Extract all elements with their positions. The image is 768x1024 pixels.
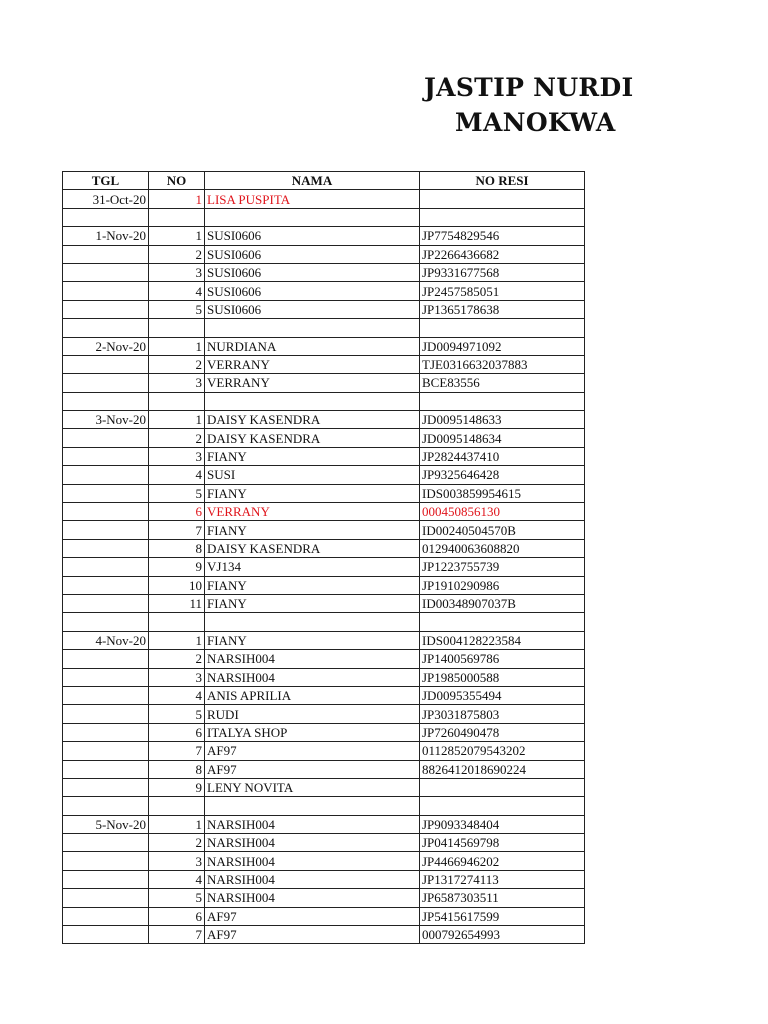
cell-no: 1 — [149, 411, 205, 429]
cell-no: 10 — [149, 576, 205, 594]
cell-no-resi: JP3031875803 — [420, 705, 585, 723]
cell-no-resi: 0112852079543202 — [420, 742, 585, 760]
cell-no-resi: TJE0316632037883 — [420, 355, 585, 373]
header-no: NO — [149, 172, 205, 190]
sheet-title: JASTIP NURDI — [424, 73, 634, 102]
table-row — [63, 447, 585, 465]
cell-nama: AF97 — [205, 907, 420, 925]
cell-no-resi — [420, 392, 585, 410]
table-row — [63, 208, 585, 226]
cell-no-resi: JP1985000588 — [420, 668, 585, 686]
cell-no-resi: JP7754829546 — [420, 227, 585, 245]
cell-tgl — [63, 668, 149, 686]
table-row — [63, 245, 585, 263]
cell-nama: AF97 — [205, 742, 420, 760]
cell-no-resi: JP7260490478 — [420, 723, 585, 741]
cell-nama — [205, 797, 420, 815]
cell-no-resi: 000450856130 — [420, 503, 585, 521]
cell-nama: LISA PUSPITA — [205, 190, 420, 208]
cell-tgl — [63, 650, 149, 668]
cell-no: 2 — [149, 355, 205, 373]
cell-nama — [205, 392, 420, 410]
cell-tgl — [63, 834, 149, 852]
cell-nama: ANIS APRILIA — [205, 686, 420, 704]
cell-no-resi: IDS004128223584 — [420, 631, 585, 649]
cell-tgl — [63, 870, 149, 888]
cell-no-resi: JP2266436682 — [420, 245, 585, 263]
table-row — [63, 723, 585, 741]
cell-no: 5 — [149, 705, 205, 723]
table-row — [63, 539, 585, 557]
cell-no — [149, 208, 205, 226]
cell-no-resi: JP6587303511 — [420, 889, 585, 907]
cell-nama: LENY NOVITA — [205, 778, 420, 796]
cell-tgl — [63, 889, 149, 907]
cell-no-resi — [420, 778, 585, 796]
shipment-table — [62, 171, 585, 944]
cell-nama: VERRANY — [205, 355, 420, 373]
cell-no-resi: JP2457585051 — [420, 282, 585, 300]
cell-no-resi: ID00348907037B — [420, 594, 585, 612]
cell-no-resi: JP4466946202 — [420, 852, 585, 870]
cell-no: 6 — [149, 503, 205, 521]
cell-nama: SUSI0606 — [205, 245, 420, 263]
table-row — [63, 521, 585, 539]
cell-tgl — [63, 300, 149, 318]
table-row — [63, 631, 585, 649]
table-row — [63, 503, 585, 521]
cell-no: 3 — [149, 374, 205, 392]
table-row — [63, 760, 585, 778]
cell-nama: FIANY — [205, 576, 420, 594]
table-row — [63, 411, 585, 429]
table-row — [63, 576, 585, 594]
cell-no-resi: JD0095148634 — [420, 429, 585, 447]
table-row — [63, 484, 585, 502]
cell-no-resi: IDS003859954615 — [420, 484, 585, 502]
cell-tgl — [63, 705, 149, 723]
cell-no: 6 — [149, 723, 205, 741]
cell-no: 3 — [149, 263, 205, 281]
cell-nama: RUDI — [205, 705, 420, 723]
cell-tgl — [63, 594, 149, 612]
cell-no-resi: 000792654993 — [420, 926, 585, 944]
table-row — [63, 926, 585, 944]
table-row — [63, 190, 585, 208]
table-row — [63, 668, 585, 686]
cell-tgl — [63, 374, 149, 392]
header-nama: NAMA — [205, 172, 420, 190]
cell-tgl — [63, 778, 149, 796]
cell-no-resi — [420, 190, 585, 208]
cell-no-resi: JP1223755739 — [420, 558, 585, 576]
cell-no: 1 — [149, 190, 205, 208]
table-row — [63, 466, 585, 484]
cell-nama: NARSIH004 — [205, 852, 420, 870]
cell-nama: VERRANY — [205, 374, 420, 392]
cell-no-resi — [420, 208, 585, 226]
header-no-resi: NO RESI — [420, 172, 585, 190]
table-row — [63, 834, 585, 852]
cell-no-resi: JP9093348404 — [420, 815, 585, 833]
cell-tgl: 4-Nov-20 — [63, 631, 149, 649]
cell-nama: VERRANY — [205, 503, 420, 521]
cell-no: 6 — [149, 907, 205, 925]
cell-tgl — [63, 208, 149, 226]
cell-no: 8 — [149, 539, 205, 557]
cell-no-resi: JP9331677568 — [420, 263, 585, 281]
cell-no: 1 — [149, 815, 205, 833]
table-row — [63, 613, 585, 631]
cell-nama: DAISY KASENDRA — [205, 411, 420, 429]
cell-no-resi — [420, 613, 585, 631]
cell-no: 2 — [149, 650, 205, 668]
cell-no: 5 — [149, 300, 205, 318]
cell-nama: NARSIH004 — [205, 834, 420, 852]
table-row — [63, 686, 585, 704]
table-row — [63, 742, 585, 760]
cell-nama: NARSIH004 — [205, 650, 420, 668]
cell-no: 1 — [149, 227, 205, 245]
cell-tgl — [63, 723, 149, 741]
table-row — [63, 374, 585, 392]
cell-no-resi: JD0095355494 — [420, 686, 585, 704]
cell-nama: DAISY KASENDRA — [205, 539, 420, 557]
cell-tgl — [63, 760, 149, 778]
cell-no: 4 — [149, 870, 205, 888]
table-row — [63, 337, 585, 355]
table-row — [63, 705, 585, 723]
table-row — [63, 797, 585, 815]
header-tgl: TGL — [63, 172, 149, 190]
cell-nama: AF97 — [205, 926, 420, 944]
cell-tgl — [63, 558, 149, 576]
cell-tgl — [63, 503, 149, 521]
cell-no: 2 — [149, 429, 205, 447]
cell-tgl — [63, 392, 149, 410]
cell-tgl: 3-Nov-20 — [63, 411, 149, 429]
cell-no-resi — [420, 797, 585, 815]
cell-no-resi: JP5415617599 — [420, 907, 585, 925]
cell-no: 7 — [149, 926, 205, 944]
cell-nama: VJ134 — [205, 558, 420, 576]
cell-tgl — [63, 466, 149, 484]
table-row — [63, 778, 585, 796]
cell-tgl — [63, 852, 149, 870]
table-row — [63, 392, 585, 410]
cell-no-resi: JP2824437410 — [420, 447, 585, 465]
cell-no: 1 — [149, 631, 205, 649]
sheet-subtitle: MANOKWA — [455, 108, 616, 137]
cell-nama: DAISY KASENDRA — [205, 429, 420, 447]
cell-nama — [205, 208, 420, 226]
table-row — [63, 282, 585, 300]
cell-nama: SUSI0606 — [205, 282, 420, 300]
cell-no-resi: 8826412018690224 — [420, 760, 585, 778]
cell-tgl — [63, 355, 149, 373]
table-row — [63, 227, 585, 245]
cell-no — [149, 319, 205, 337]
cell-no: 9 — [149, 778, 205, 796]
cell-nama: NARSIH004 — [205, 889, 420, 907]
cell-tgl — [63, 263, 149, 281]
cell-no: 5 — [149, 889, 205, 907]
cell-nama: ITALYA SHOP — [205, 723, 420, 741]
cell-nama: NARSIH004 — [205, 668, 420, 686]
table-row — [63, 429, 585, 447]
cell-no-resi: JP9325646428 — [420, 466, 585, 484]
cell-no-resi: JP1400569786 — [420, 650, 585, 668]
cell-nama: FIANY — [205, 447, 420, 465]
cell-nama — [205, 613, 420, 631]
table-row — [63, 852, 585, 870]
table-row — [63, 650, 585, 668]
cell-no: 4 — [149, 282, 205, 300]
cell-nama: NARSIH004 — [205, 815, 420, 833]
cell-no: 1 — [149, 337, 205, 355]
cell-nama: NURDIANA — [205, 337, 420, 355]
cell-tgl — [63, 447, 149, 465]
cell-nama: FIANY — [205, 594, 420, 612]
cell-no: 4 — [149, 686, 205, 704]
table-row — [63, 594, 585, 612]
cell-tgl — [63, 907, 149, 925]
cell-no-resi: JP1365178638 — [420, 300, 585, 318]
cell-no: 2 — [149, 834, 205, 852]
header-row — [63, 172, 585, 190]
cell-nama: AF97 — [205, 760, 420, 778]
cell-tgl: 31-Oct-20 — [63, 190, 149, 208]
cell-tgl — [63, 521, 149, 539]
cell-no: 7 — [149, 742, 205, 760]
cell-no: 4 — [149, 466, 205, 484]
table-row — [63, 355, 585, 373]
cell-no — [149, 797, 205, 815]
cell-no — [149, 613, 205, 631]
cell-tgl — [63, 484, 149, 502]
cell-no: 11 — [149, 594, 205, 612]
cell-tgl — [63, 686, 149, 704]
cell-no-resi: ID00240504570B — [420, 521, 585, 539]
table-row — [63, 870, 585, 888]
cell-tgl: 1-Nov-20 — [63, 227, 149, 245]
cell-tgl — [63, 245, 149, 263]
table-row — [63, 907, 585, 925]
cell-no: 9 — [149, 558, 205, 576]
cell-tgl — [63, 539, 149, 557]
cell-no-resi: JP1317274113 — [420, 870, 585, 888]
cell-no-resi: JP1910290986 — [420, 576, 585, 594]
cell-tgl — [63, 926, 149, 944]
table-body — [63, 190, 585, 944]
cell-tgl — [63, 797, 149, 815]
cell-tgl — [63, 576, 149, 594]
cell-nama: NARSIH004 — [205, 870, 420, 888]
cell-nama: SUSI0606 — [205, 263, 420, 281]
cell-tgl — [63, 429, 149, 447]
cell-no-resi: JP0414569798 — [420, 834, 585, 852]
cell-tgl — [63, 282, 149, 300]
cell-nama: FIANY — [205, 631, 420, 649]
cell-tgl: 2-Nov-20 — [63, 337, 149, 355]
cell-no: 3 — [149, 447, 205, 465]
cell-nama: SUSI0606 — [205, 227, 420, 245]
cell-no: 8 — [149, 760, 205, 778]
cell-nama: SUSI0606 — [205, 300, 420, 318]
cell-no-resi: BCE83556 — [420, 374, 585, 392]
cell-nama — [205, 319, 420, 337]
cell-nama: FIANY — [205, 521, 420, 539]
cell-no: 5 — [149, 484, 205, 502]
cell-no — [149, 392, 205, 410]
cell-no-resi: JD0095148633 — [420, 411, 585, 429]
cell-no-resi: 012940063608820 — [420, 539, 585, 557]
table-row — [63, 300, 585, 318]
cell-tgl — [63, 319, 149, 337]
cell-no: 3 — [149, 668, 205, 686]
cell-no-resi — [420, 319, 585, 337]
table-row — [63, 319, 585, 337]
cell-tgl — [63, 613, 149, 631]
cell-no: 2 — [149, 245, 205, 263]
cell-tgl: 5-Nov-20 — [63, 815, 149, 833]
cell-nama: SUSI — [205, 466, 420, 484]
table-row — [63, 558, 585, 576]
table-row — [63, 263, 585, 281]
table-row — [63, 815, 585, 833]
cell-no: 3 — [149, 852, 205, 870]
cell-no-resi: JD0094971092 — [420, 337, 585, 355]
table-row — [63, 889, 585, 907]
cell-nama: FIANY — [205, 484, 420, 502]
cell-no: 7 — [149, 521, 205, 539]
cell-tgl — [63, 742, 149, 760]
